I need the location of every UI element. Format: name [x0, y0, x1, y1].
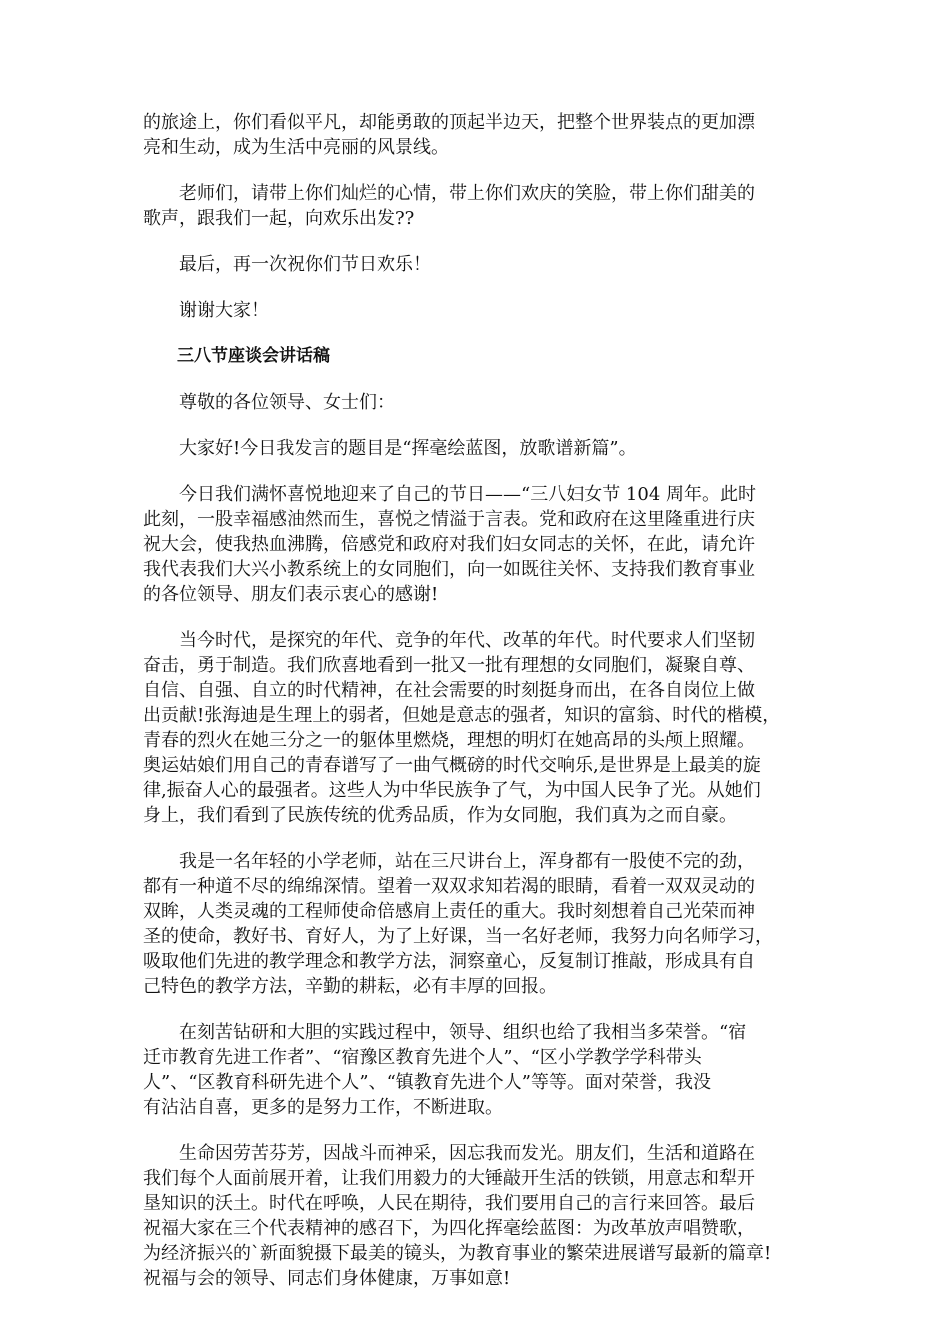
body-paragraph-3: 我是一名年轻的小学老师，站在三尺讲台上，浑身都有一股使不完的劲， 都有一种道不尽的绵绵深情。望着一双双求知若渴的眼睛，看着一双双灵动的 双眸，人类灵魂的工程师使命倍感肩上责任的重大。我时刻想着自己光荣而神 圣的使命，教好书、育好人，为了上好课，当一名好老师，我努力向名师学习， 吸取他们先进的教学理念和教学方法，洞察童心，反复制订推敲，形成具有自 己特色的教学方法，辛勤的耕耘，必有丰厚的回报。 [143, 851, 773, 997]
intro-continuation-paragraph: 的旅途上，你们看似平凡，却能勇敢的顶起半边天，把整个世界装点的更加漂 亮和生动，成为生活中亮丽的风景线。 [143, 112, 755, 158]
body-paragraph-4: 在刻苦钻研和大胆的实践过程中，领导、组织也给了我相当多荣誉。“宿 迁市教育先进工作者”、“宿豫区教育先进个人”、“区小学教学学科带头 人”、“区教育科研先进个人”、“镇教育先进个人”等等。面对荣誉，我没 有沾沾自喜，更多的是努力工作，不断进取。 [143, 1022, 747, 1118]
salutation-paragraph: 尊敬的各位领导、女士们： [179, 392, 395, 413]
thanks-paragraph: 谢谢大家！ [179, 300, 269, 321]
body-paragraph-1: 今日我们满怀喜悦地迎来了自己的节日——“三八妇女节 104 周年。此时 此刻，一股幸福感油然而生，喜悦之情溢于言表。党和政府在这里隆重进行庆 祝大会，使我热血沸腾，倍感党和政府对我们妇女同志的关怀，在此，请允许 我代表我们大兴小教系统上的女同胞们，向一如既往关怀、支持我们教育事业 的各位领导、朋友们表示衷心的感谢! [143, 484, 756, 605]
body-paragraph-5: 生命因劳苦芬芳，因战斗而神采，因忘我而发光。朋友们，生活和道路在 我们每个人面前展开着，让我们用毅力的大锤敲开生活的铁锁，用意志和犁开 垦知识的沃土。时代在呼唤，人民在期待，我们要用自己的言行来回答。最后 祝福大家在三个代表精神的感召下，为四化挥毫绘蓝图：为改革放声唱赞歌， 为经济振兴的`新面貌摄下最美的镜头，为教育事业的繁荣进展谱写最新的篇章! 祝福与会的领导、同志们身体健康，万事如意! [143, 1143, 772, 1289]
section-title: 三八节座谈会讲话稿 [177, 346, 330, 366]
final-wish-paragraph: 最后，再一次祝你们节日欢乐！ [179, 254, 431, 275]
document-page [143, 110, 805, 1312]
teachers-paragraph: 老师们，请带上你们灿烂的心情，带上你们欢庆的笑脸，带上你们甜美的 歌声，跟我们一起，向欢乐出发?? [143, 183, 755, 229]
greeting-paragraph: 大家好!今日我发言的题目是“挥毫绘蓝图，放歌谱新篇”。 [179, 438, 637, 459]
body-paragraph-2: 当今时代，是探究的年代、竞争的年代、改革的年代。时代要求人们坚韧 奋击，勇于制造。我们欣喜地看到一批又一批有理想的女同胞们，凝聚自尊、 自信、自强、自立的时代精神，在社会需要的时刻挺身而出，在各自岗位上做 出贡献!张海迪是生理上的弱者，但她是意志的强者，知识的富翁、时代的楷模， 青春的烈火在她三分之一的躯体里燃烧，理想的明灯在她高昂的头颅上照耀。 奥运姑娘们用自己的青春谱写了一曲气概磅的时代交响乐,是世界是上最美的旋 律,振奋人心的最强者。这些人为中华民族争了气，为中国人民争了光。从她们 身上，我们看到了民族传统的优秀品质，作为女同胞，我们真为之而自豪。 [143, 630, 781, 826]
